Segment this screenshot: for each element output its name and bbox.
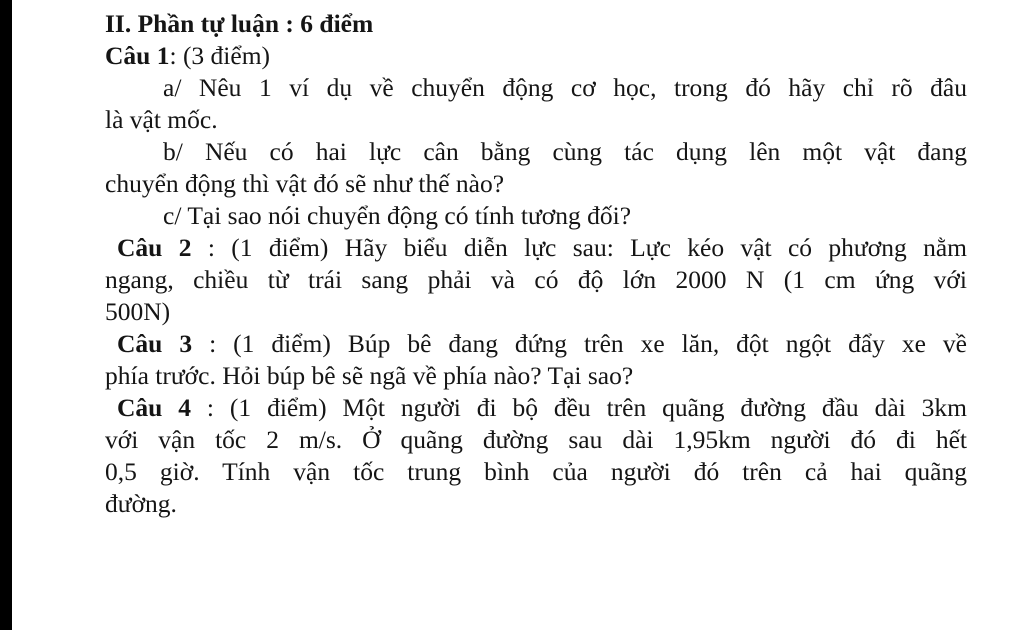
question-2-line-1-text: : (1 điểm) Hãy biểu diễn lực sau: Lực kéo vật có phương nằm [191,233,967,262]
question-3-line-2: phía trước. Hỏi búp bê sẽ ngã về phía nào? Tại sao? [105,361,634,390]
question-2-label: Câu 2 [117,233,192,262]
question-4-line-4: đường. [105,489,177,518]
question-4-line-1 [105,392,967,424]
question-2-line-2: ngang, chiều từ trái sang phải và có độ lớn 2000 N (1 cm ứng với [105,265,967,294]
exam-document [105,8,967,520]
question-2-line-3: 500N) [105,297,171,326]
question-1-label: Câu 1 [105,41,170,70]
question-1c-line-1: c/ Tại sao nói chuyển động có tính tương đối? [163,201,632,230]
question-1a-line-1: a/ Nêu 1 ví dụ về chuyển động cơ học, trong đó hãy chỉ rõ đâu [163,73,967,102]
question-4-line-1-text: : (1 điểm) Một người đi bộ đều trên quãng đường đầu dài 3km [191,393,967,422]
question-3-line-1-text: : (1 điểm) Búp bê đang đứng trên xe lăn, đột ngột đẩy xe về [192,329,967,358]
question-3-line-1 [105,328,967,360]
question-4-line-2: với vận tốc 2 m/s. Ở quãng đường sau dài 1,95km người đó đi hết [105,425,967,454]
question-1b-line-2: chuyển động thì vật đó sẽ như thế nào? [105,169,505,198]
question-1-points: : (3 điểm) [169,41,271,70]
question-2-line-1 [105,232,967,264]
question-1b-line-1: b/ Nếu có hai lực cân bằng cùng tác dụng lên một vật đang [163,137,967,166]
question-1a-line-2: là vật mốc. [105,105,218,134]
question-1-header [105,40,967,72]
section-title: II. Phần tự luận : 6 điểm [105,9,374,38]
question-4-label: Câu 4 [117,393,192,422]
question-4-line-3: 0,5 giờ. Tính vận tốc trung bình của người đó trên cả hai quãng [105,457,967,486]
question-3-label: Câu 3 [117,329,193,358]
